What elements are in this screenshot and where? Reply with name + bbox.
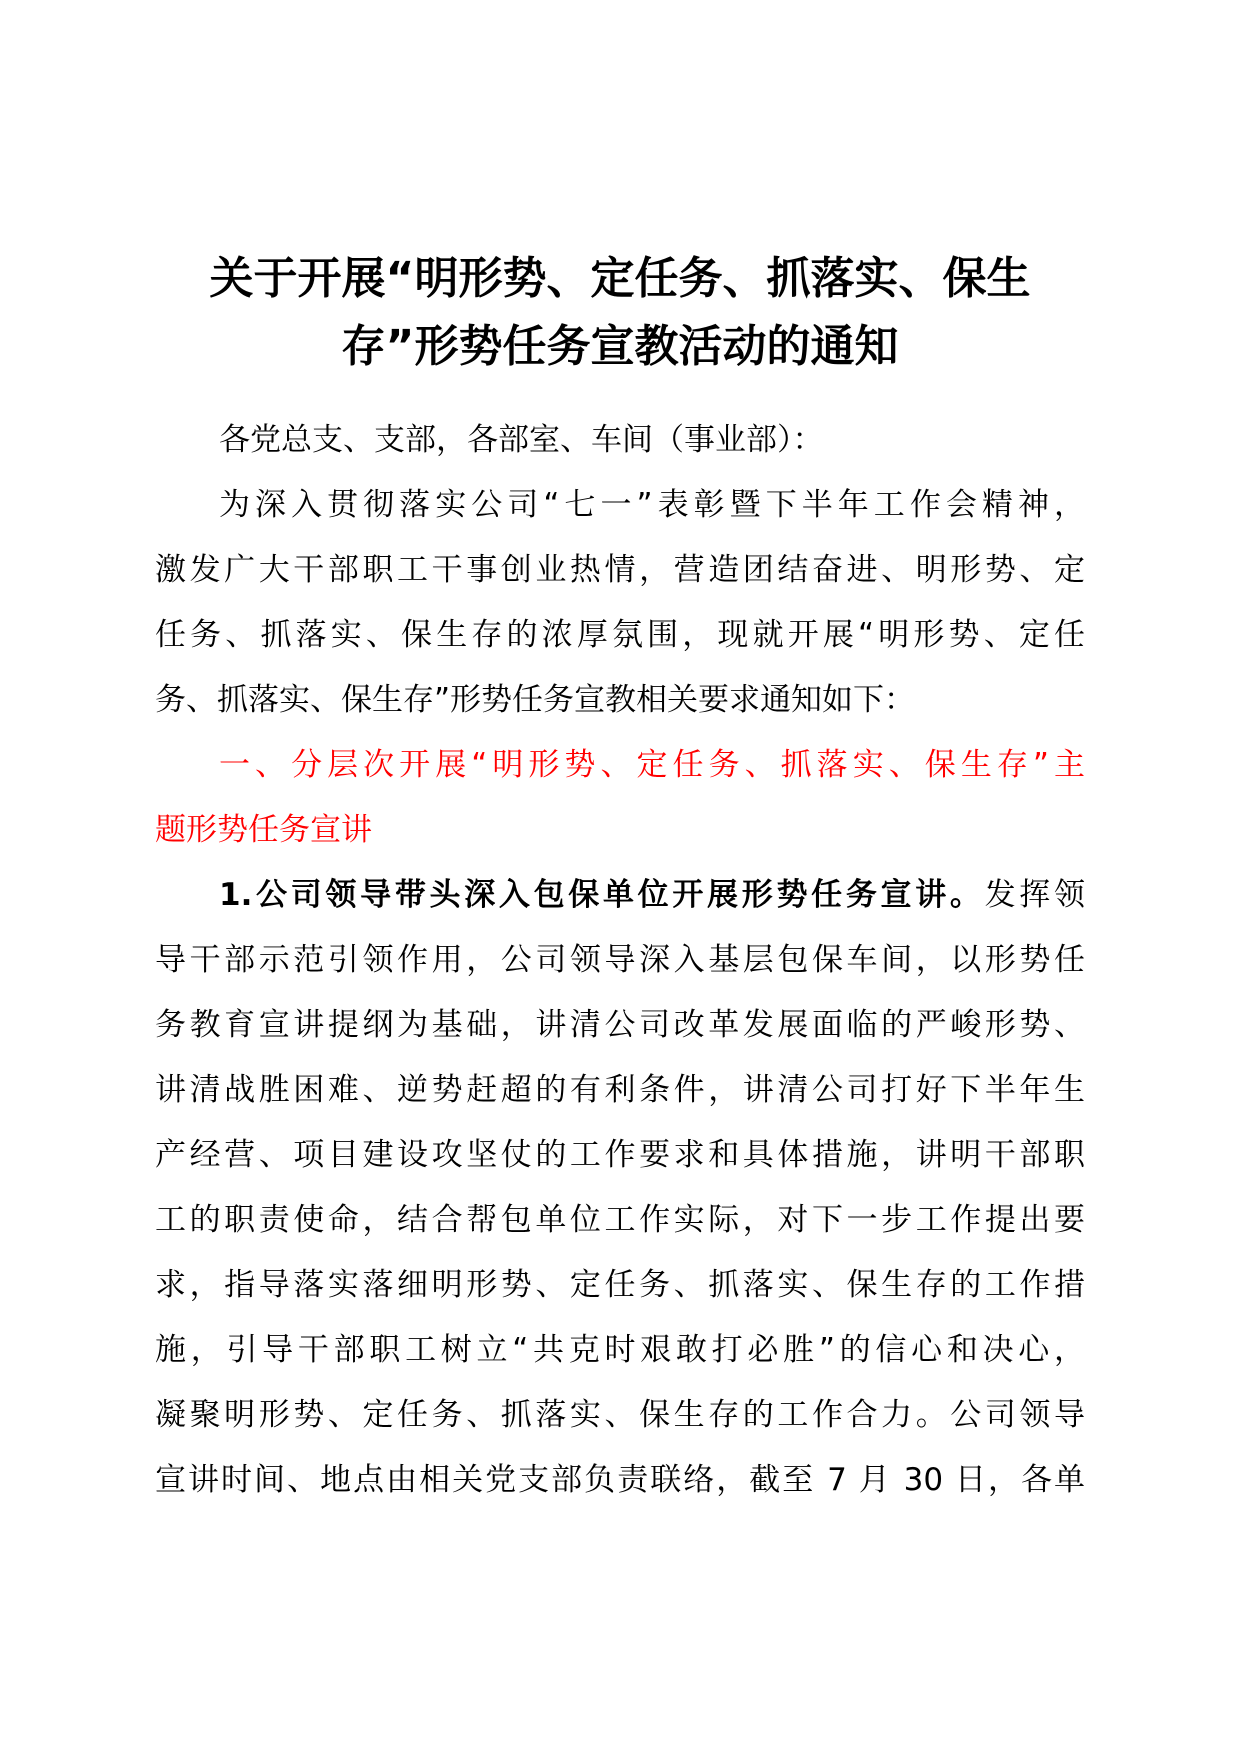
- item1-line-2: 导干部示范引领作用，公司领导深入基层包保车间，以形势任: [155, 942, 1085, 978]
- item1-first-line: [155, 863, 1085, 928]
- document-body: [155, 408, 1085, 1513]
- item1-line-8: 施，引导干部职工树立“共克时艰敢打必胜”的信心和决心，: [155, 1332, 1085, 1368]
- salutation: 各党总支、支部，各部室、车间（事业部）：: [219, 422, 824, 458]
- section-heading-line-2: 题形势任务宣讲: [155, 812, 372, 848]
- item1-line-4: 讲清战胜困难、逆势赶超的有利条件，讲清公司打好下半年生: [155, 1072, 1085, 1108]
- item1-line-3: 务教育宣讲提纲为基础，讲清公司改革发展面临的严峻形势、: [155, 1007, 1085, 1043]
- item1-line-5: 产经营、项目建设攻坚仗的工作要求和具体措施，讲明干部职: [155, 1137, 1085, 1173]
- item1-lead: 1.公司领导带头深入包保单位开展形势任务宣讲。: [219, 877, 985, 913]
- section-heading-line-1: 一、分层次开展“明形势、定任务、抓落实、保生存”主: [219, 747, 1085, 783]
- title-line-1: 关于开展“明形势、定任务、抓落实、保生: [209, 253, 1031, 304]
- intro-line-2: 激发广大干部职工干事创业热情，营造团结奋进、明形势、定: [155, 552, 1085, 588]
- intro-line-1: 为深入贯彻落实公司“七一”表彰暨下半年工作会精神，: [219, 487, 1085, 523]
- document-title: [150, 245, 1090, 381]
- item1-first-tail: 发挥领: [984, 877, 1085, 913]
- item1-line-9: 凝聚明形势、定任务、抓落实、保生存的工作合力。公司领导: [155, 1397, 1085, 1433]
- item1-line-7: 求，指导落实落细明形势、定任务、抓落实、保生存的工作措: [155, 1267, 1085, 1303]
- title-line-2: 存”形势任务宣教活动的通知: [341, 321, 899, 372]
- item1-line-10: 宣讲时间、地点由相关党支部负责联络，截至 7 月 30 日，各单: [155, 1462, 1085, 1498]
- intro-line-3: 任务、抓落实、保生存的浓厚氛围，现就开展“明形势、定任: [155, 617, 1085, 653]
- intro-line-4: 务、抓落实、保生存”形势任务宣教相关要求通知如下：: [155, 682, 916, 718]
- item1-line-6: 工的职责使命，结合帮包单位工作实际，对下一步工作提出要: [155, 1202, 1085, 1238]
